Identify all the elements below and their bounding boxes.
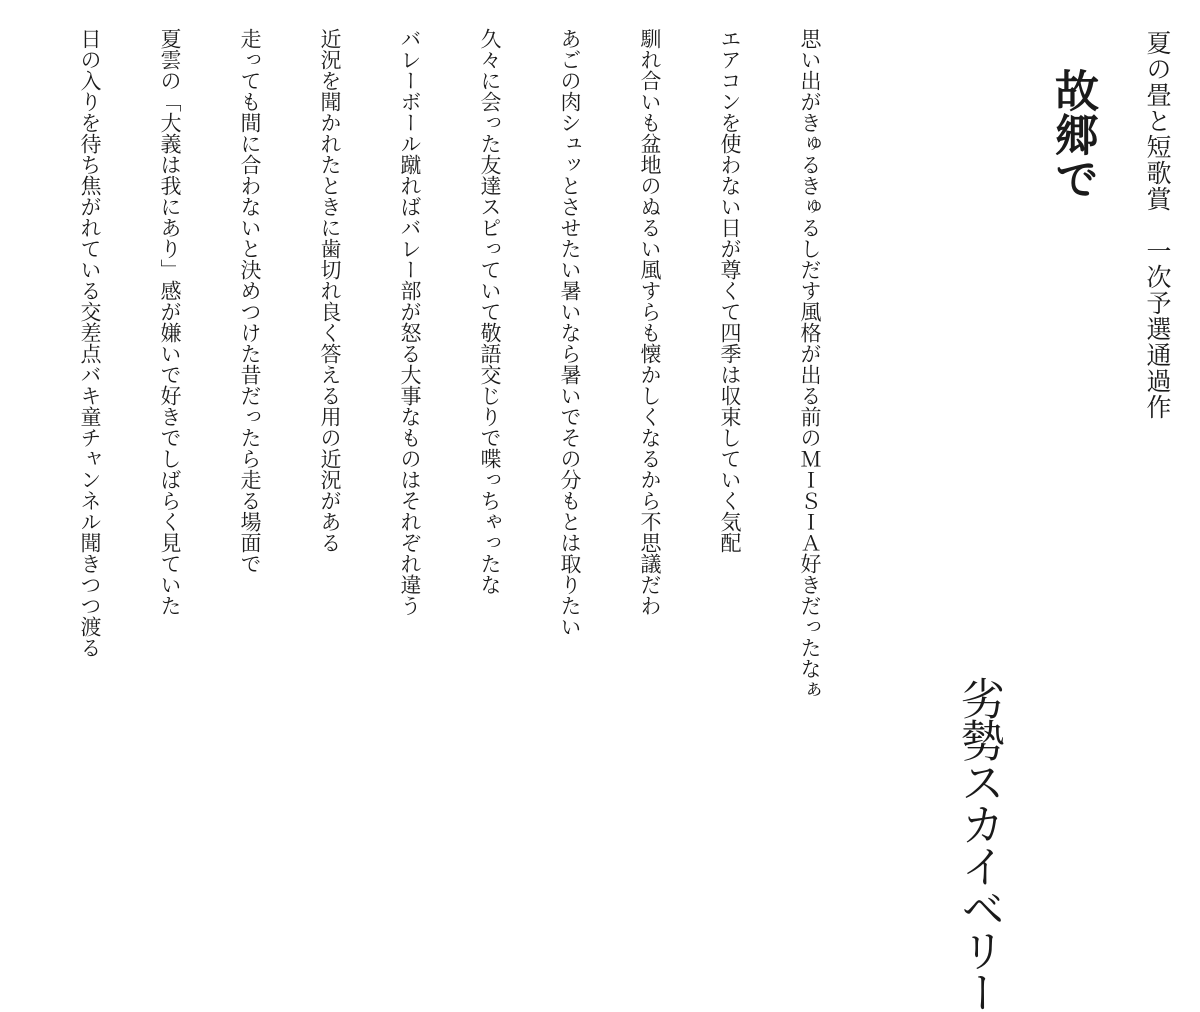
poem-line: 久々に会った友達スピっていて敬語交じりで喋っちゃったな [478,28,502,595]
poem-list [70,28,830,728]
contest-label: 夏の畳と短歌賞 一次予選通過作 [1143,30,1172,420]
poem-line: 夏雲の「大義は我にあり」感が嫌いで好きでしばらく見ていた [158,28,182,616]
author-name: 劣勢スカイベリー [953,676,1004,1012]
poem-line: 思い出がきゅるきゅるしだす風格が出る前のＭＩＳＩＡ好きだったなぁ [798,28,822,700]
poem-line: 馴れ合いも盆地のぬるい風すらも懐かしくなるから不思議だわ [638,28,662,616]
poem-line: 日の入りを待ち焦がれている交差点バキ童チャンネル聞きつつ渡る [78,28,102,658]
poem-line: バレーボール蹴ればバレー部が怒る大事なものはそれぞれ違う [398,28,422,616]
poem-line: あごの肉シュッとさせたい暑いなら暑いでその分もとは取りたい [558,28,582,637]
poem-line: 走っても間に合わないと決めつけた昔だったら走る場面で [238,28,262,574]
poem-line: 近況を聞かれたときに歯切れ良く答える用の近況がある [318,28,342,553]
page-title: 故郷で [1047,68,1098,200]
poem-line: エアコンを使わない日が尊くて四季は収束していく気配 [718,28,742,553]
